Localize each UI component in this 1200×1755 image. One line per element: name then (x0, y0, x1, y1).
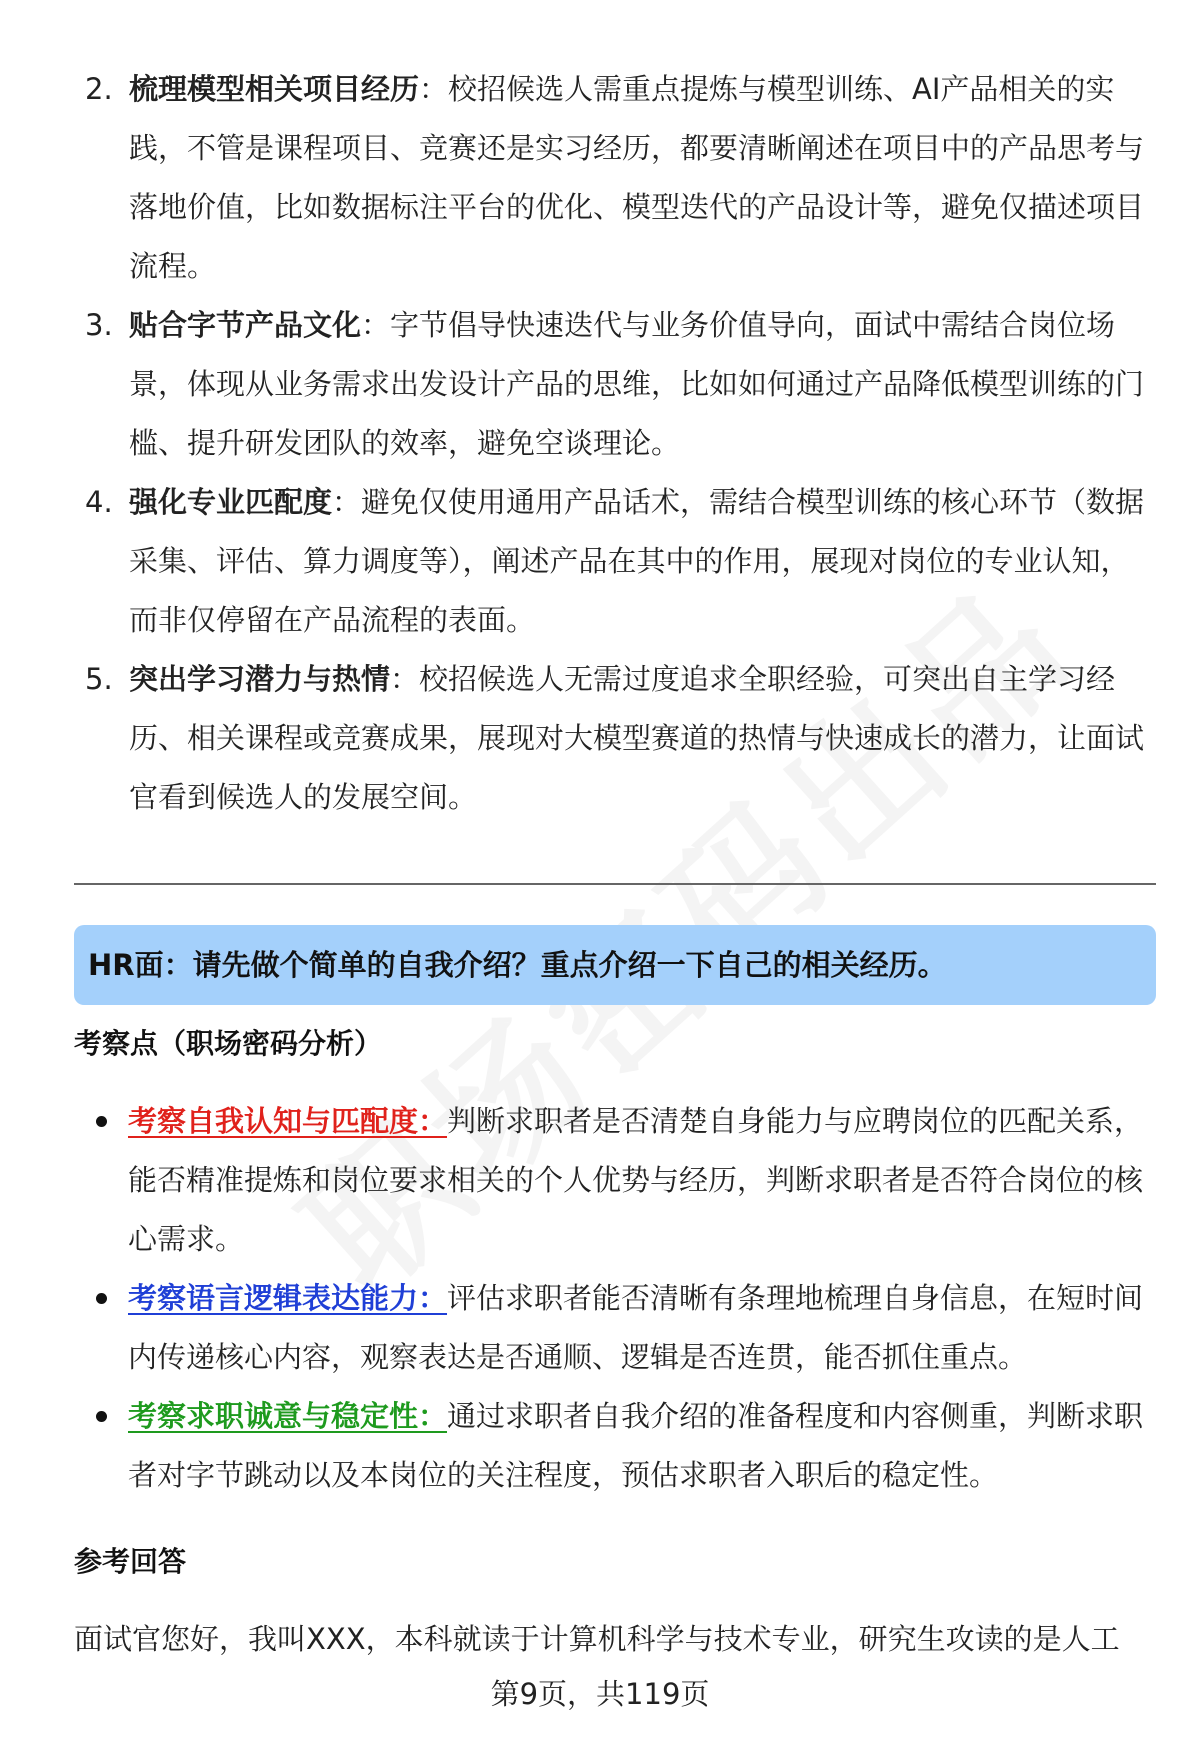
tip-body: ：校招候选人无需过度追求全职经验，可突出自主学习经历、相关课程或竞赛成果，展现对大模型赛道的热情与快速成长的潜力，让面试官看到候选人的发展空间。 (129, 662, 1145, 814)
list-item (75, 650, 1145, 827)
assess-points-list (74, 1092, 1156, 1505)
point-label: 考察求职诚意与稳定性： (128, 1399, 448, 1433)
tips-list (75, 60, 1145, 827)
assess-heading: 考察点（职场密码分析） (74, 1027, 383, 1060)
bullet-icon (96, 1293, 107, 1304)
tip-title: 贴合字节产品文化 (129, 308, 362, 342)
list-number: 5. (85, 662, 113, 696)
point-label: 考察语言逻辑表达能力： (128, 1281, 448, 1315)
question-banner: HR面：请先做个简单的自我介绍？重点介绍一下自己的相关经历。 (74, 925, 1156, 1005)
point-body: 判断求职者是否清楚自身能力与应聘岗位的匹配关系，能否精准提炼和岗位要求相关的个人优势与经历，判断求职者是否符合岗位的核心需求。 (128, 1104, 1144, 1256)
page-footer: 第9页，共119页 (490, 1677, 710, 1711)
point-body: 通过求职者自我介绍的准备程度和内容侧重，判断求职者对字节跳动以及本岗位的关注程度，预估求职者入职后的稳定性。 (128, 1399, 1144, 1492)
divider (74, 883, 1156, 885)
tip-title: 强化专业匹配度 (129, 485, 333, 519)
tip-body: ：避免仅使用通用产品话术，需结合模型训练的核心环节（数据采集、评估、算力调度等），阐述产品在其中的作用，展现对岗位的专业认知，而非仅停留在产品流程的表面。 (129, 485, 1145, 637)
answer-text: 面试官您好，我叫XXX，本科就读于计算机科学与技术专业，研究生攻读的是人工 (74, 1622, 1120, 1656)
list-item (74, 1387, 1156, 1505)
list-number: 3. (85, 308, 113, 342)
tip-title: 突出学习潜力与热情 (129, 662, 391, 696)
point-body: 评估求职者能否清晰有条理地梳理自身信息，在短时间内传递核心内容，观察表达是否通顺、逻辑是否连贯，能否抓住重点。 (128, 1281, 1144, 1374)
tip-body: ：校招候选人需重点提炼与模型训练、AI产品相关的实践，不管是课程项目、竞赛还是实习经历，都要清晰阐述在项目中的产品思考与落地价值，比如数据标注平台的优化、模型迭代的产品设计等，避免仅描述项目流程。 (129, 72, 1145, 283)
tip-body: ：字节倡导快速迭代与业务价值导向，面试中需结合岗位场景，体现从业务需求出发设计产品的思维，比如如何通过产品降低模型训练的门槛、提升研发团队的效率，避免空谈理论。 (129, 308, 1145, 460)
list-item (75, 473, 1145, 650)
list-item (74, 1269, 1156, 1387)
bullet-icon (96, 1411, 107, 1422)
list-number: 4. (85, 485, 113, 519)
bullet-icon (96, 1116, 107, 1127)
list-item (75, 296, 1145, 473)
list-item (74, 1092, 1156, 1269)
answer-heading: 参考回答 (74, 1545, 187, 1578)
tip-title: 梳理模型相关项目经历 (129, 72, 420, 106)
list-item (75, 60, 1145, 296)
list-number: 2. (85, 72, 113, 106)
point-label: 考察自我认知与匹配度： (128, 1104, 448, 1138)
